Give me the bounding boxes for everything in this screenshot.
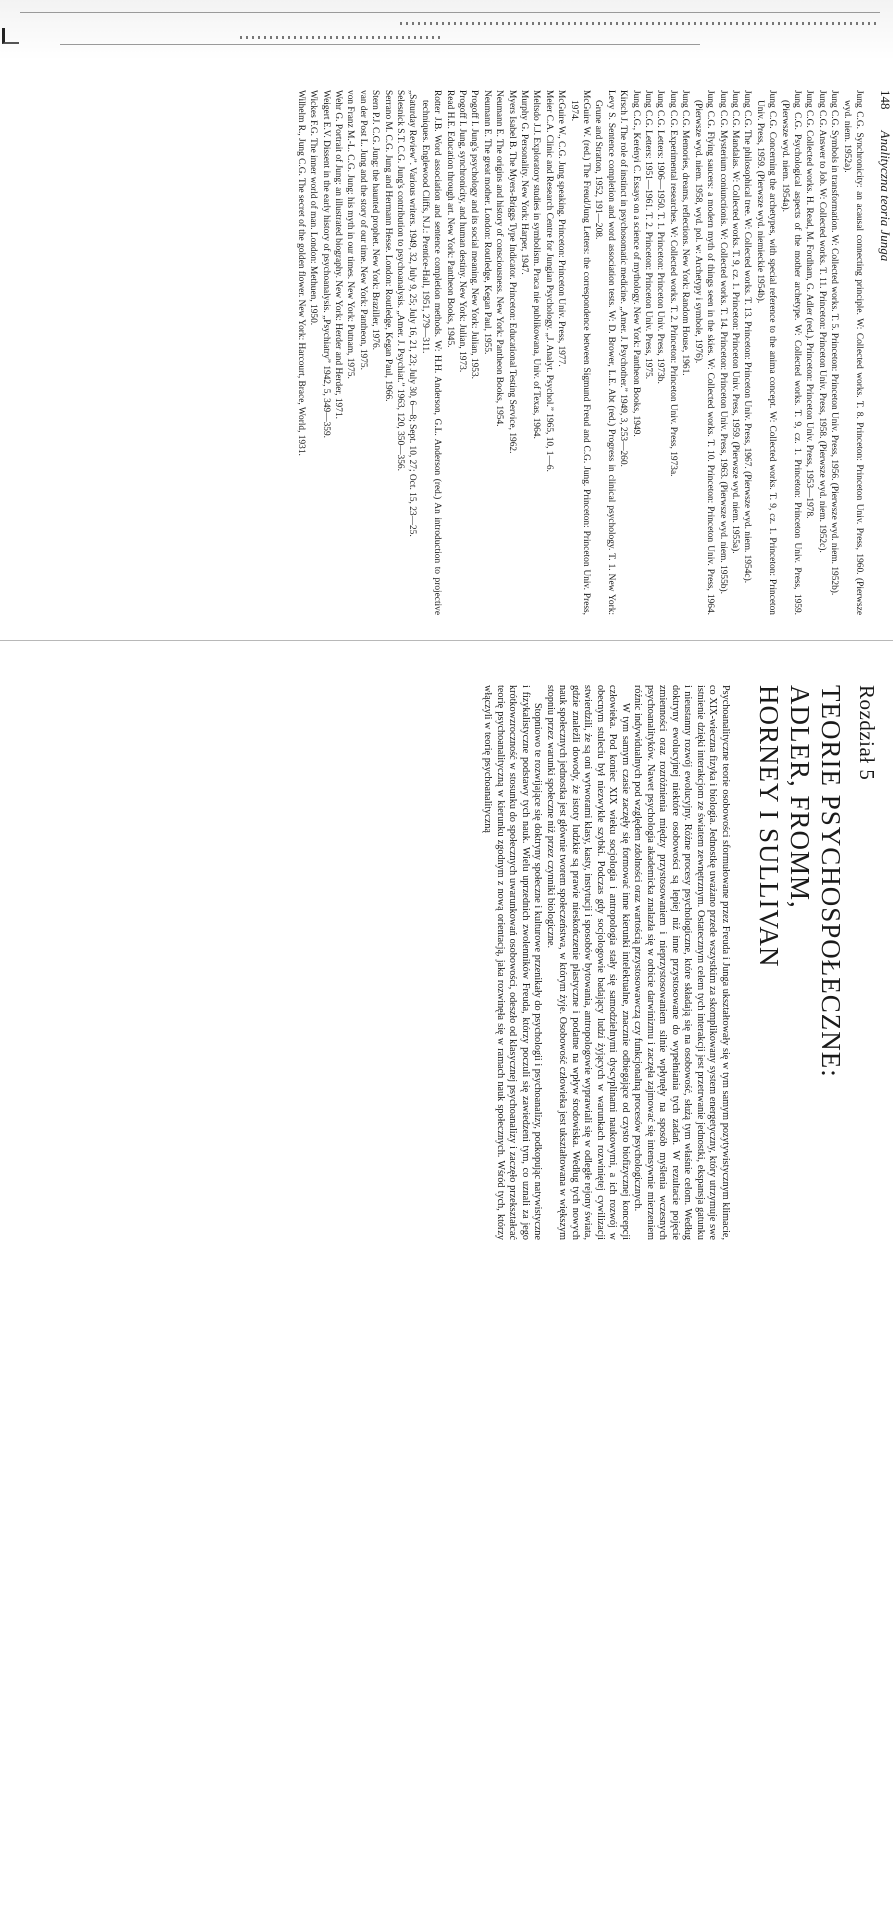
reference-item: Jung C.G. Mysterium coniunctionis. W: Collected works. T. 14. Princeton: Princeton Univ. Press, 1963. (Pierwsze wyd. niem. 1955b). bbox=[717, 90, 728, 594]
reference-item: Wehr G. Portrait of Jung: an illustrated biography. New York: Herder and Herder, 1971. bbox=[332, 90, 343, 419]
reference-item: Jung C.G., Kerényi C. Essays on a science of mythology. New York: Pantheon Books, 1949. bbox=[630, 90, 641, 437]
reference-item: Serrano M. C.G. Jung and Hermann Hesse. London: Routledge, Kegan Paul, 1966. bbox=[382, 90, 393, 402]
reference-item: McGuire W. (red.) The Freud/Jung Letters: the correspondence between Sigmund Freud and C.G. Jung. Princeton: Princeton Univ. Press, 1974. bbox=[568, 90, 592, 615]
reference-item: Jung C.G. Memories, dreams, reflections. New York: Random House, 1961. bbox=[680, 90, 691, 376]
scan-line bbox=[60, 44, 700, 45]
chapter-title bbox=[753, 685, 846, 1927]
body-paragraph: W tym samym czasie zaczęły się formować inne kierunki intelektualne, znacznie odbiegające od czysto biofizycznej koncepcji człowieka. Pod koniec XIX wieku socjologia i antropologia stały się samodzielnymi dyscyplinami naukowymi, a ich rozwój w obecnym stuleciu był niezwykle szybki. Podczas gdy socjologowie badający ludzi żyjących w warunkach rozwiniętej cywilizacji stwierdzili, że są oni wytworami klasy, kasty, instytucji i sposobów bytowania, antropologowie wyprawiali się w odległe rejony świata, gdzie znaleźli dowody, że istoty ludzkie są prawie nieskończenie plastyczne i podatne na wpływ środowiska. Według tych nowych nauk społecznych jednostka jest głównie tworem społeczeństwa, w którym żyje. Osobowość człowieka jest ukształtowana w większym stopniu przez warunki społeczne niż przez czynniki biologiczne. bbox=[545, 685, 631, 1240]
chapter-number: Rozdział 5 bbox=[855, 685, 879, 781]
reference-item: Jung C.G. The philosophical tree. W: Collected works. T. 13. Princeton: Princeton Univ. Press, 1967. (Pierwsze wyd. niem. 1954c). bbox=[742, 90, 753, 584]
reference-item: Levy S. Sentence completion and word association tests. W: D. Brower, L.E. Abt (red.) Progress in clinical psychology. T. 1. New York: Grune and Stratton, 1952, 191—208. bbox=[593, 90, 616, 615]
reference-item: Myers Isabel B. The Myers-Briggs Type Indicator. Princeton: Educational Testing Service, 1962. bbox=[506, 90, 517, 454]
scan-corner-mark bbox=[2, 28, 19, 44]
reference-item: Jung C.G. Synchronicity: an acausal connecting principle. W: Collected works. T. 8. Princeton: Princeton Univ. Press, 1960. (Pierwsze wyd. niem. 1952a). bbox=[841, 90, 864, 615]
chapter-title-line: HORNEY I SULLIVAN bbox=[754, 685, 784, 968]
reference-item: Kirsch J. The role of instinct in psychosomatic medicine. „Amer. J. Psychother.” 1949, 3, 253—260. bbox=[618, 90, 629, 467]
reference-item: Jung C.G. Flying saucers: a modern myth of things seen in the skies. W: Collected works. T. 10. Princeton: Princeton Univ. Press, 1964. (Pierwsze wyd. niem. 1958, wyd. pol. w: Archetypy i symbole, 1976). bbox=[692, 90, 716, 615]
reference-item: Selesnick S.T. C.G. Jung's contribution to psychoanalysis. „Amer. J. Psychiat.” 1963, 120, 350—356. bbox=[394, 90, 405, 471]
reference-item: Jung C.G. Letters: 1906—1950. T. 1. Princeton: Princeton Univ. Press, 1973b. bbox=[655, 90, 666, 384]
reference-item: Stern P.J. C.G. Jung: the haunted prophet. New York: Braziller, 1976. bbox=[370, 90, 381, 351]
page-number: 148 bbox=[878, 90, 893, 110]
reference-item: Jung C.G. Collected works. H. Read, M. Fordham, G. Adler (red.). Princeton: Princeton Univ. Press, 1953—1978. bbox=[804, 90, 815, 519]
body-paragraph: Psychoanalityczne teorie osobowości sformułowane przez Freuda i Junga ukształtowały się w tym samym pozytywistycznym klimacie, co XIX-wieczna fizyka i biologia. Jednostkę uważano przede wszystkim za skomplikowany system energetyczny, który utrzymuje swe istnienie dzięki interakcjom ze światem zewnętrznym. Ostatecznym celem tych interakcji jest przetrwanie jednostki, ekspansja gatunku i nieustanny rozwój ewolucyjny. Różne procesy psychologiczne, które składają się na osobowość, służą tym właśnie celom. Według doktryny ewolucyjnej niektóre osobowości są lepiej niż inne przystosowane do wypełniania tych zadań. W rezultacie pojęcie zmienności oraz rozróżnienia między przystosowaniem i nieprzystosowaniem silnie wpłynęły na sposób myślenia wczesnych psychoanalityków. Nawet psychologia akademicka znalazła się w orbicie darwinizmu i zaczęła zajmować się intensywnie mierzeniem różnic indywidualnych pod względem zdolności oraz wartością przystosowawczą czy funkcjonalną procesów psychologicznych. bbox=[632, 685, 731, 1240]
reference-item: Read H.E. Education through art. New York: Pantheon Books, 1945. bbox=[444, 90, 455, 348]
reference-item: Murphy G. Personality. New York: Harper, 1947. bbox=[519, 90, 530, 275]
chapter-title-line: ADLER, FROMM, bbox=[785, 685, 815, 909]
reference-item: Progoff I. Jung's psychology and its social meaning. New York: Julian, 1953. bbox=[469, 90, 480, 379]
scan-speckle bbox=[400, 22, 880, 25]
reference-item: Jung C.G. Answer to Job. W: Collected works. T. 11. Princeton: Princeton Univ. Press, 1958. (Pierwsze wyd. niem. 1952c). bbox=[816, 90, 827, 553]
reference-item: Jung C.G. Experimental researches. W: Collected works. T. 2. Princeton: Princeton Univ. Press, 1973a. bbox=[667, 90, 678, 477]
scan-speckle bbox=[240, 36, 440, 39]
reference-item: Jung C.G. Psychological aspects of the mother archetype. W: Collected works. T. 9, cz. 1. Princeton: Princeton Univ. Press, 1959. (Pierwsze wyd. niem. 1954a). bbox=[779, 90, 802, 615]
right-page bbox=[223, 665, 893, 1927]
reference-item: Jung C.G. Concerning the archetypes, with special reference to the anima concept. W: Collected works. T. 9, cz. 1. Princeton: Princeton Univ. Press, 1959. (Pierwsze wyd. niemieckie 1954b). bbox=[754, 90, 778, 615]
running-head-title: Analityczna teoria Junga bbox=[878, 130, 893, 262]
reference-item: Weigert E.V. Dissent in the early history of psychoanalysis. „Psychiatry” 1942, 5, 349—359. bbox=[320, 90, 331, 438]
reference-item: „Saturday Review”. Various writers. 1949, 32, July 9, 25; July 16, 21, 23; July 30, 6—8; Sept. 10, 27; Oct. 15, 23—25. bbox=[407, 90, 418, 537]
reference-item: Jung C.G. Symbols in transformation. W: Collected works. T. 5. Princeton: Princeton Univ. Press, 1956. (Pierwsze wyd. niem. 1952b). bbox=[829, 90, 840, 596]
reference-item: Meier C.A. Clinic and Research Centre for Jungian Psychology. „J. Analyt. Psychol.” 1965, 10, 1—6. bbox=[543, 90, 554, 472]
reference-item: von Franz M.-L. C.G. Jung: his myth in our times. New York: Putnam, 1975. bbox=[345, 90, 356, 379]
reference-item: Progoff I. Jung, synchronicity, and human destiny. New York: Julian, 1973. bbox=[457, 90, 467, 373]
reference-item: van der Post L. Jung and the story of our time. New York: Pantheon, 1975. bbox=[357, 90, 368, 370]
scan-line bbox=[20, 12, 880, 13]
scan-edge bbox=[0, 0, 893, 60]
reference-item: Jung C.G. Letters: 1951—1961. T. 2. Princeton: Princeton Univ. Press, 1975. bbox=[643, 90, 654, 380]
reference-item: Wilhelm R., Jung C.G. The secret of the golden flower. New York: Harcourt, Brace, World, 1931. bbox=[295, 90, 306, 456]
reference-item: Wickes F.G. The inner world of man. London: Methuen, 1950. bbox=[308, 90, 319, 326]
chapter-title-line: TEORIE PSYCHOSPOŁECZNE: bbox=[816, 685, 846, 1078]
chapter-body bbox=[481, 685, 731, 1240]
reference-list bbox=[294, 90, 865, 615]
reference-item: Neumann E. The great mother. London: Routledge, Kegan Paul, 1955. bbox=[481, 90, 492, 355]
reference-item: Jung C.G. Mandalas. W: Collected works. T. 9, cz. 1. Princeton: Princeton Univ. Press, 1959. (Pierwsze wyd. niem. 1955a). bbox=[729, 90, 740, 554]
body-paragraph: Stopniowo te rozwijające się doktryny społeczne i kulturowe przenikały do psychologii i psychoanalizy, podkopując natywistyczne i fizykalistyczne podstawy tych nauk. Wielu uprzednich zwolenników Freuda, którzy poczuli się zawiedzeni tym, co uznali za jego krótkowzroczność w stosunku do społecznych uwarunkowań osobowości, odeszło od klasycznej psychoanalizy i zaczęło przekształcać teorię psychoanalityczną w kierunku zgodnym z nową orientacją, jaka rozwinęła się w ramach nauk społecznych. Wśród tych, którzy włączyli w teorię psychoanalityczną bbox=[482, 685, 544, 1240]
reference-item: Neumann E. The origins and history of consciousness. New York: Pantheon Books, 1954. bbox=[494, 90, 505, 427]
reference-item: McGuire W., C.G. Jung speaking. Princeton: Princeton Univ. Press, 1977. bbox=[556, 90, 567, 367]
reference-item: Rotter J.B. Word association and sentence completion methods. W: H.H. Anderson, G.L. Anderson (red.) An introduction to projective techniques. Englewood Cliffs, N.J.: Prentice-Hall, 1951, 279—311. bbox=[419, 90, 443, 615]
reference-item: Meltsdo J.J. Exploratory studies in symbolism. Praca nie publikowana, Univ. of Texas, 1964. bbox=[531, 90, 542, 439]
